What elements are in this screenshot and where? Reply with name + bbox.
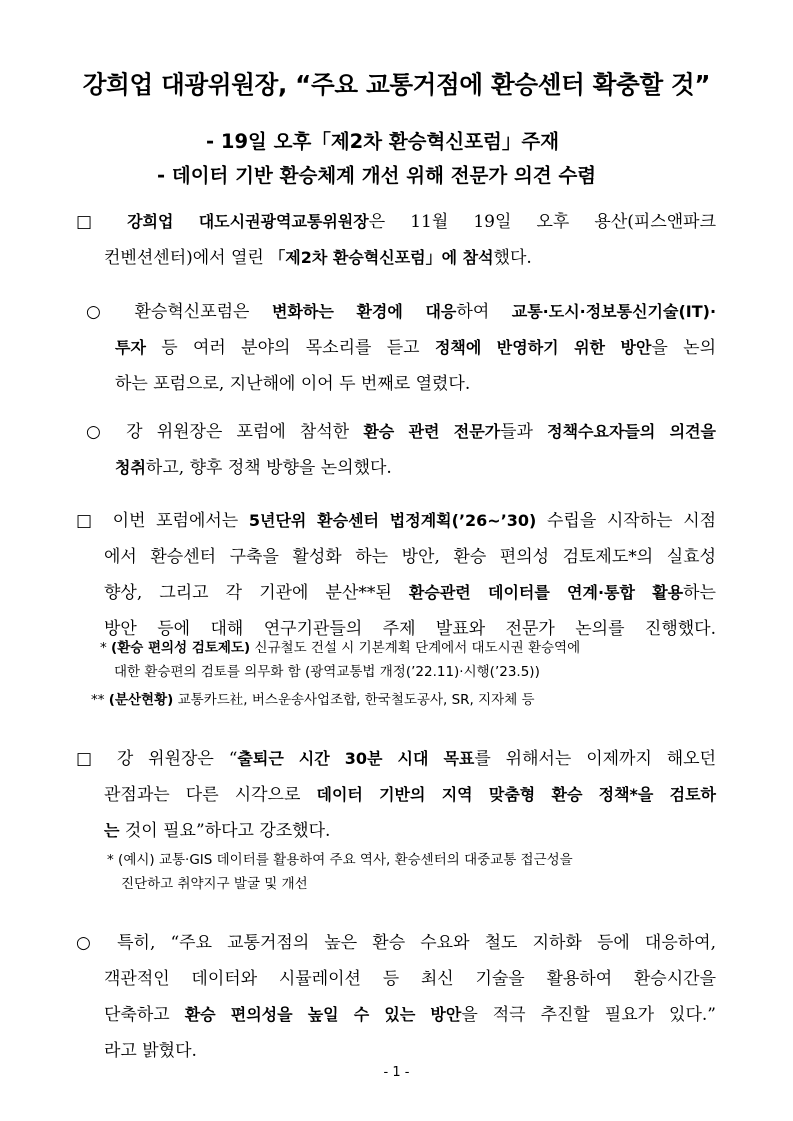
p6-bold-1: 환승 편의성을 높일 수 있는 방안: [184, 1005, 462, 1024]
paragraph-4: [76, 503, 716, 647]
square-bullet-icon: □: [76, 749, 93, 769]
paragraph-2: [86, 294, 716, 402]
footnote-2: [91, 688, 721, 712]
paragraph-1: [76, 204, 716, 276]
footnote-1-line-2: 대한 환승편의 검토를 의무화 함 (광역교통법 개정(’22.11)·시행(’23.5)): [114, 664, 540, 680]
circle-bullet-icon: ○: [86, 422, 101, 442]
p2-text-2: 하여: [456, 302, 490, 322]
asterisk-mark: *: [107, 852, 114, 868]
p2-bold-2: 교통·도시·정보통신기술(IT)·: [511, 302, 717, 321]
p2-bold-1: 변화하는 환경에 대응: [271, 302, 457, 321]
p1-bold-name: 강희업 대도시권광역교통위원장: [127, 212, 369, 231]
p2-text-4: 을 논의: [651, 338, 717, 358]
p4-text-2: 수립을 시작하는 시점: [546, 511, 717, 531]
p3-text-2: 들과: [500, 422, 533, 442]
footnote-1: [100, 636, 720, 684]
p4-bold-3: 환승관련 데이터를 연계·통합 활용: [408, 583, 684, 602]
subtitle-2: - 데이터 기반 환승체계 개선 위해 전문가 의견 수렴: [157, 164, 597, 187]
circle-bullet-icon: ○: [76, 933, 91, 953]
p2-text-5: 하는 포럼으로, 지난해에 이어 두 번째로 열렸다.: [115, 374, 471, 394]
p6-text-5: 라고 밝혔다.: [104, 1041, 197, 1061]
p4-text-3: 에서 환승센터 구축을 활성화 하는 방안, 환승 편의성 검토제도*의 실효성: [104, 547, 716, 567]
paragraph-6: [76, 925, 716, 1069]
p3-bold-3: 청취: [115, 458, 146, 477]
p5-text-3: 관점과는 다른 시각으로: [104, 785, 301, 805]
p1-text-3: 했다.: [493, 248, 532, 268]
footnote-1-bold: (환승 편의성 검토제도): [111, 640, 251, 656]
square-bullet-icon: □: [76, 511, 93, 531]
p4-text-1: 이번 포럼에서는: [112, 511, 239, 531]
p2-text-1: 환승혁신포럼은: [134, 302, 250, 322]
paragraph-3: [86, 414, 716, 486]
footnote-1-line-1: 신규철도 건설 시 기본계획 단계에서 대도시권 환승역에: [254, 640, 581, 656]
p6-text-2: 객관적인 데이터와 시뮬레이션 등 최신 기술을 활용하여 환승시간을: [104, 969, 716, 989]
p4-text-5: 하는: [683, 583, 716, 603]
p6-text-3: 단축하고: [104, 1005, 170, 1025]
p2-text-3: 등 여러 분야의 목소리를 듣고: [161, 338, 420, 358]
p3-text-1: 강 위원장은 포럼에 참석한: [126, 422, 350, 442]
footnote-3: [107, 848, 722, 896]
page-number: - 1 -: [383, 1065, 410, 1080]
footnote-2-line-1: 교통카드社, 버스운송사업조합, 한국철도공사, SR, 지자체 등: [177, 692, 535, 708]
p4-text-4: 향상, 그리고 각 기관에 분산**된: [104, 583, 392, 603]
p3-bold-1: 환승 관련 전문가: [363, 422, 501, 441]
p5-bold-2: 데이터 기반의 지역 맞춤형 환승 정책*을 검토하: [316, 785, 717, 804]
document-title: 강희업 대광위원장, “주요 교통거점에 환승센터 확충할 것”: [82, 70, 711, 99]
p2-bold-3: 투자: [115, 338, 146, 357]
p2-bold-4: 정책에 반영하기 위한 방안: [434, 338, 652, 357]
paragraph-5: [76, 741, 716, 849]
footnote-2-bold: (분산현황): [108, 692, 174, 708]
p3-bold-2: 정책수요자들의 의견을: [547, 422, 716, 441]
circle-bullet-icon: ○: [86, 302, 101, 322]
square-bullet-icon: □: [76, 212, 93, 232]
footnote-3-line-2: 진단하고 취약지구 발굴 및 개선: [121, 876, 308, 892]
p3-text-3: 하고, 향후 정책 방향을 논의했다.: [145, 458, 392, 478]
p5-text-1: 강 위원장은 “: [116, 749, 238, 769]
subtitle-1: - 19일 오후「제2차 환승혁신포럼」주재: [206, 130, 560, 153]
p1-bold-forum: 「제2차 환승혁신포럼」에 참석: [269, 248, 494, 267]
p1-text-1: 은 11월 19일 오후 용산(피스앤파크: [368, 212, 717, 232]
p4-text-6: 방안 등에 대해 연구기관들의 주제 발표와 전문가 논의를 진행했다.: [104, 619, 716, 639]
footnote-3-line-1: (예시) 교통·GIS 데이터를 활용하여 주요 역사, 환승센터의 대중교통 접근성을: [118, 852, 573, 868]
p6-text-1: 특히, “주요 교통거점의 높은 환승 수요와 철도 지하화 등에 대응하여,: [117, 933, 717, 953]
p4-bold-2: (’26~’30): [451, 511, 537, 530]
p4-bold-1: 5년단위 환승센터 법정계획: [248, 511, 452, 530]
p5-text-4: 것이 필요”하다고 강조했다.: [124, 821, 331, 841]
p6-text-4: 을 적극 추진할 필요가 있다.”: [461, 1005, 716, 1025]
double-asterisk-mark: **: [91, 692, 105, 708]
p5-bold-1: 출퇴근 시간 30분 시대 목표: [237, 749, 475, 768]
p1-text-2: 컨벤션센터)에서 열린: [104, 248, 264, 268]
p5-text-2: 를 위해서는 이제까지 해오던: [474, 749, 717, 769]
asterisk-mark: *: [100, 640, 107, 656]
p5-bold-3: 는: [104, 821, 120, 840]
